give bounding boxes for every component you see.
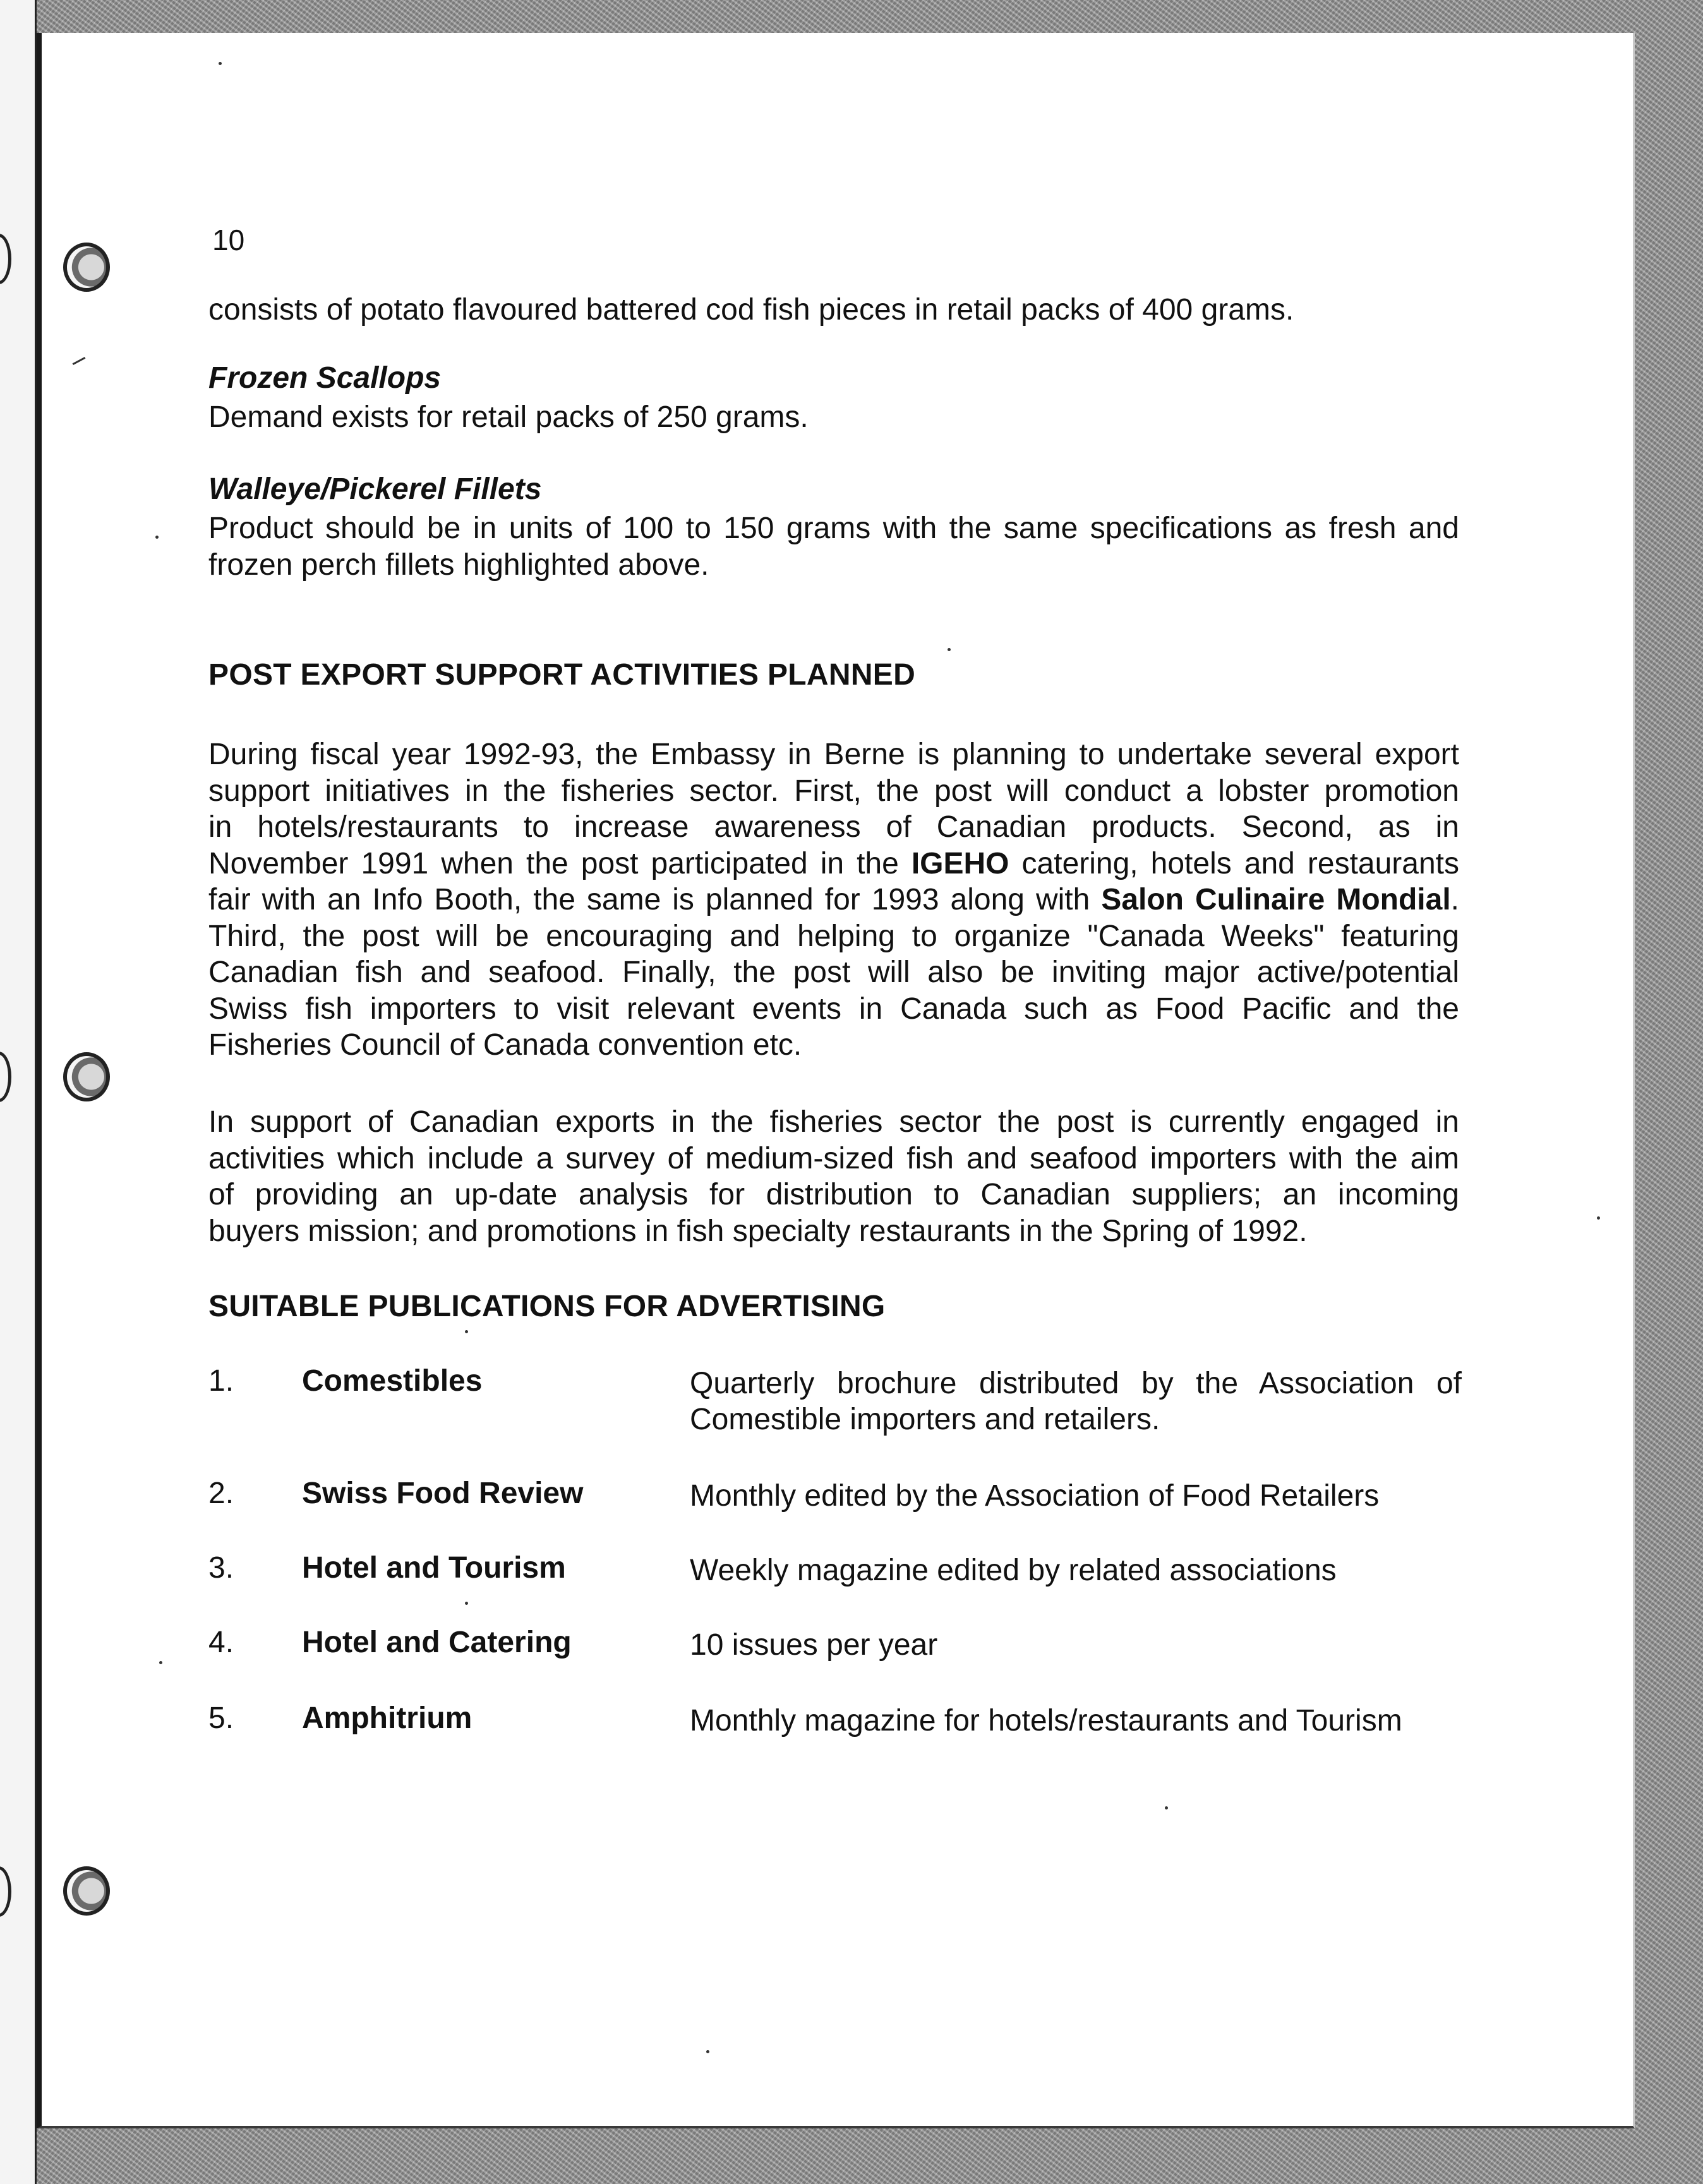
publication-row [208, 1550, 1472, 1626]
publication-row [208, 1363, 1472, 1439]
speck [1165, 1806, 1168, 1809]
paragraph-line: Third, the post will be encouraging and helping to organize "Canada Weeks" featuring [208, 919, 1459, 953]
speck [155, 536, 159, 539]
publication-name: Hotel and Catering [302, 1626, 572, 1659]
publication-number: 5. [208, 1701, 234, 1735]
binder-ring-edge-top [0, 234, 11, 284]
speck [465, 1330, 468, 1333]
punch-hole-top [63, 243, 110, 292]
punch-hole-middle [63, 1052, 110, 1101]
paragraph-line: of providing an up-date analysis for distribution to Canadian suppliers; an incoming [208, 1178, 1459, 1211]
publication-row [208, 1475, 1472, 1551]
publication-description: 10 issues per year [690, 1628, 938, 1662]
paragraph-line [208, 846, 1459, 882]
speck [948, 648, 951, 651]
paragraph-line: Canadian fish and seafood. Finally, the post will also be inviting major active/potential [208, 956, 1459, 989]
description-line: Quarterly brochure distributed by the Association of [690, 1367, 1462, 1400]
post-export-paragraph-1 [208, 736, 1459, 1064]
document-page [37, 33, 1635, 2128]
speck [219, 62, 222, 65]
punch-hole-bottom [63, 1866, 110, 1916]
publication-number: 3. [208, 1551, 234, 1585]
post-export-paragraph-2 [208, 1104, 1459, 1249]
publication-row [208, 1700, 1472, 1776]
publication-description: Monthly magazine for hotels/restaurants and Tourism [690, 1704, 1402, 1737]
publication-name: Swiss Food Review [302, 1477, 584, 1510]
scallops-heading: Frozen Scallops [208, 361, 442, 395]
speck [1597, 1216, 1600, 1220]
scallops-text: Demand exists for retail packs of 250 grams. [208, 400, 809, 434]
description-line: Comestible importers and retailers. [690, 1403, 1160, 1436]
binder-edge [0, 0, 37, 2184]
speck [706, 2050, 709, 2053]
intro-line: consists of potato flavoured battered cod fish pieces in retail packs of 400 grams. [208, 293, 1294, 327]
walleye-line-2: frozen perch fillets highlighted above. [208, 548, 709, 582]
publication-number: 2. [208, 1477, 234, 1510]
text-run: catering, hotels and restaurants [1009, 846, 1459, 880]
publication-description [690, 1365, 1462, 1437]
paragraph-line: During fiscal year 1992-93, the Embassy in Berne is planning to undertake several export [208, 738, 1459, 771]
walleye-text [208, 510, 1459, 583]
text-run: . [1450, 883, 1459, 916]
igeho-bold: IGEHO [911, 846, 1009, 880]
binder-ring-edge-bottom [0, 1866, 11, 1917]
salon-culinaire-bold: Salon Culinaire Mondial [1101, 883, 1451, 916]
walleye-heading: Walleye/Pickerel Fillets [208, 472, 542, 506]
paragraph-line: Swiss fish importers to visit relevant events in Canada such as Food Pacific and the [208, 992, 1459, 1026]
walleye-line-1: Product should be in units of 100 to 150 grams with the same specifications as fresh and [208, 512, 1459, 545]
text-run: November 1991 when the post participated in the [208, 846, 912, 880]
publication-description: Monthly edited by the Association of Food Retailers [690, 1479, 1380, 1513]
paragraph-line: in hotels/restaurants to increase awareness of Canadian products. Second, as in [208, 810, 1459, 844]
publication-description: Weekly magazine edited by related associations [690, 1554, 1337, 1587]
paragraph-line [208, 882, 1459, 918]
publication-row [208, 1624, 1472, 1700]
paragraph-line: support initiatives in the fisheries sector. First, the post will conduct a lobster promotion [208, 774, 1459, 808]
text-run: fair with an Info Booth, the same is planned for 1993 along with [208, 883, 1102, 916]
paragraph-line: In support of Canadian exports in the fisheries sector the post is currently engaged in [208, 1105, 1459, 1139]
paragraph-line: activities which include a survey of medium-sized fish and seafood importers with the aim [208, 1141, 1459, 1175]
publication-name: Amphitrium [302, 1701, 472, 1735]
publication-number: 1. [208, 1364, 234, 1398]
publication-name: Comestibles [302, 1364, 483, 1398]
post-export-heading: POST EXPORT SUPPORT ACTIVITIES PLANNED [208, 658, 916, 692]
publications-heading: SUITABLE PUBLICATIONS FOR ADVERTISING [208, 1290, 886, 1323]
paragraph-line: buyers mission; and promotions in fish specialty restaurants in the Spring of 1992. [208, 1214, 1308, 1248]
speck [159, 1661, 162, 1664]
publication-name: Hotel and Tourism [302, 1551, 566, 1585]
publication-number: 4. [208, 1626, 234, 1659]
paragraph-line: Fisheries Council of Canada convention etc. [208, 1028, 802, 1062]
page-number: 10 [212, 224, 245, 256]
binder-ring-edge-middle [0, 1052, 11, 1102]
